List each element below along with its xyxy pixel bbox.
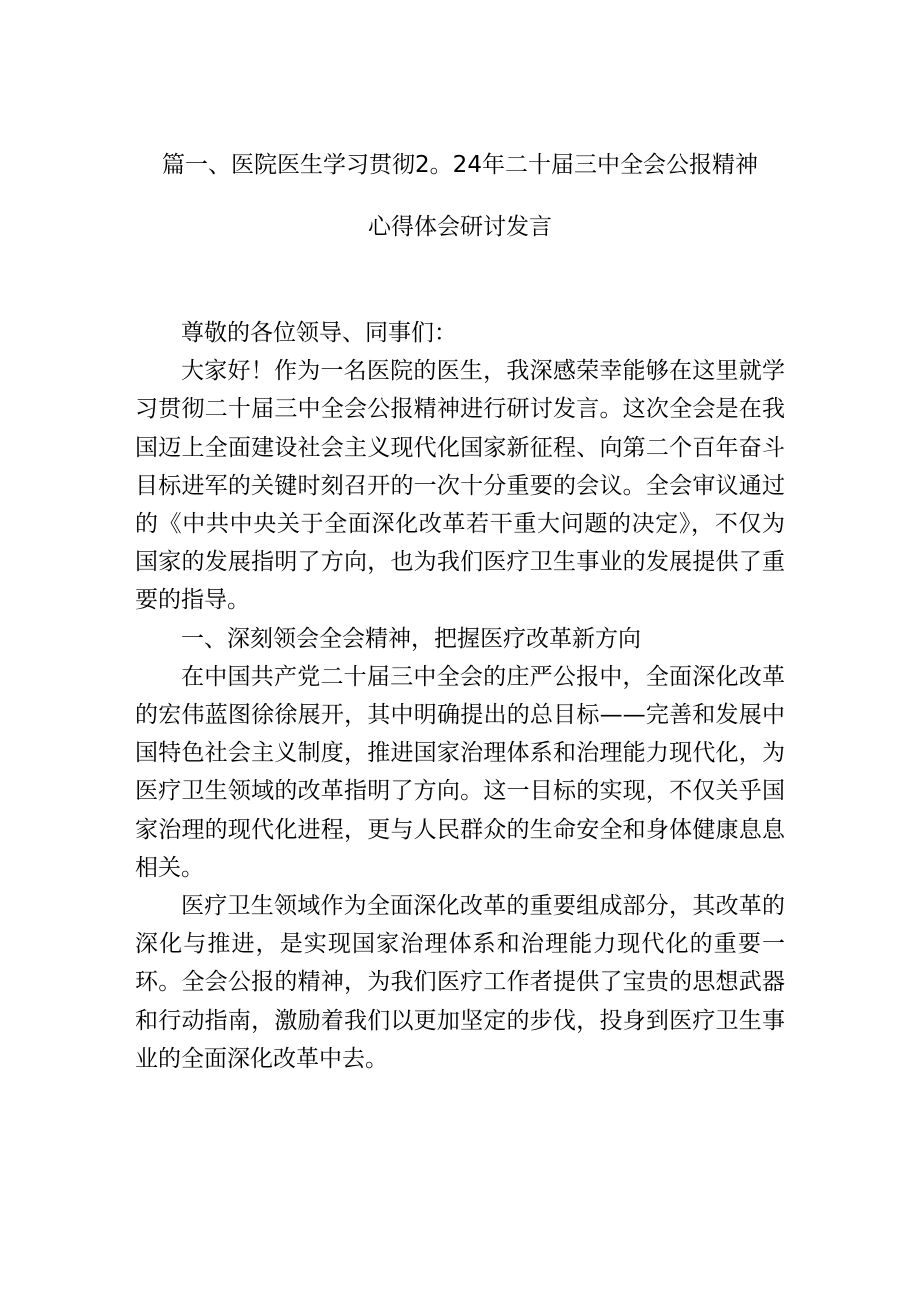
- document-title-line-2: 心得体会研讨发言: [368, 214, 552, 240]
- paragraph-opening: 大家好！作为一名医院的医生，我深感荣幸能够在这里就学习贯彻二十届三中全会公报精神进行研讨发言。这次全会是在我国迈上全面建设社会主义现代化国家新征程、向第二个百年奋斗目标进军的关键时刻召开的一次十分重要的会议。全会审议通过的《中共中央关于全面深化改革若干重大问题的决定》，不仅为国家的发展指明了方向，也为我们医疗卫生事业的发展提供了重要的指导。: [135, 358, 785, 614]
- section-heading-1: 一、深刻领会全会精神，把握医疗改革新方向: [181, 625, 641, 652]
- paragraph-section-1-a: 在中国共产党二十届三中全会的庄严公报中，全面深化改革的宏伟蓝图徐徐展开，其中明确提出的总目标——完善和发展中国特色社会主义制度，推进国家治理体系和治理能力现代化，为医疗卫生领域的改革指明了方向。这一目标的实现，不仅关乎国家治理的现代化进程，更与人民群众的生命安全和身体健康息息相关。: [135, 663, 785, 881]
- document-body: [135, 314, 785, 1078]
- paragraph-section-1-b: 医疗卫生领域作为全面深化改革的重要组成部分，其改革的深化与推进，是实现国家治理体系和治理能力现代化的重要一环。全会公报的精神，为我们医疗工作者提供了宝贵的思想武器和行动指南，激励着我们以更加坚定的步伐，投身到医疗卫生事业的全面深化改革中去。: [135, 893, 785, 1072]
- document-title-line-1: 篇一、医院医生学习贯彻2。24年二十届三中全会公报精神: [162, 152, 758, 178]
- salutation: 尊敬的各位领导、同事们：: [181, 320, 457, 346]
